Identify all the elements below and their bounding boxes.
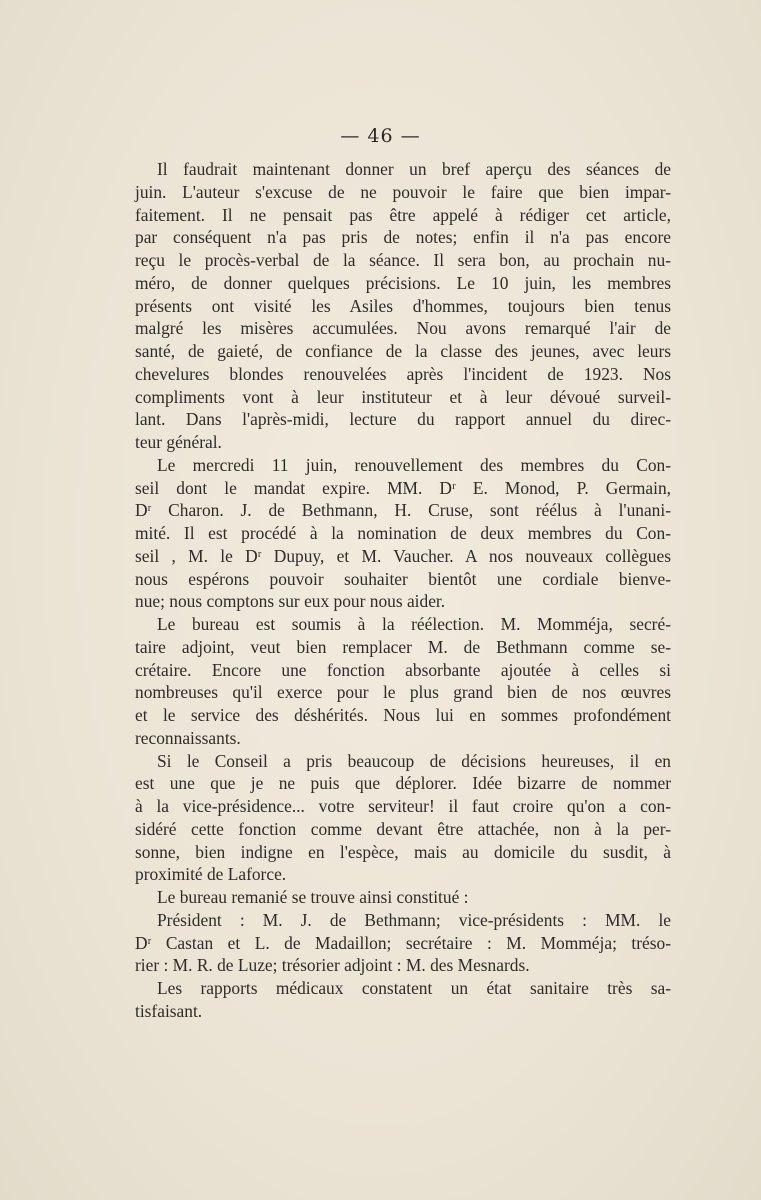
text-line: Le bureau est soumis à la réélection. M. Momméja, secré- (157, 614, 671, 634)
text-line: teur général. (135, 432, 222, 452)
text-line: proximité de Laforce. (135, 864, 287, 885)
text-line: faitement. Il ne pensait pas être appelé à rédiger cet article, (135, 204, 671, 225)
text-line: Président : M. J. de Bethmann; vice-présidents : MM. le (157, 909, 671, 930)
text-line: Le bureau remanié se trouve ainsi constitué : (157, 887, 469, 907)
text-line: crétaire. Encore une fonction absorbante ajoutée à celles si (135, 659, 671, 680)
text-line: méro, de donner quelques précisions. Le 10 juin, les membres (135, 272, 671, 293)
text-line: Dʳ Charon. J. de Bethmann, H. Cruse, sont réélus à l'unani- (135, 500, 671, 521)
text-line: sidéré cette fonction comme devant être attachée, non à la per- (135, 818, 671, 839)
text-line: rier : M. R. de Luze; trésorier adjoint : M. des Mesnards. (135, 955, 530, 976)
text-line: présents ont visité les Asiles d'hommes, toujours bien tenus (135, 295, 671, 316)
text-line: seil dont le mandat expire. MM. Dʳ E. Monod, P. Germain, (135, 477, 671, 498)
text-line: par conséquent n'a pas pris de notes; enfin il n'a pas encore (135, 227, 671, 248)
text-line: taire adjoint, veut bien remplacer M. de Bethmann comme se- (135, 636, 671, 657)
text-line: Dʳ Castan et L. de Madaillon; secrétaire : M. Momméja; tréso- (135, 932, 671, 953)
text-line: compliments vont à leur instituteur et à leur dévoué surveil- (135, 386, 671, 407)
text-line: nombreuses qu'il exerce pour le plus grand bien de nos œuvres (135, 682, 671, 703)
text-line: lant. Dans l'après-midi, lecture du rapport annuel du direc- (135, 409, 671, 430)
text-line: reçu le procès-verbal de la séance. Il sera bon, au prochain nu- (135, 250, 671, 270)
text-line: juin. L'auteur s'excuse de ne pouvoir le faire que bien impar- (135, 181, 671, 202)
text-line: Si le Conseil a pris beaucoup de décisions heureuses, il en (157, 750, 671, 771)
text-line: reconnaissants. (135, 727, 241, 748)
text-line: chevelures blondes renouvelées après l'incident de 1923. Nos (135, 363, 671, 384)
text-line: santé, de gaieté, de confiance de la classe des jeunes, avec leurs (135, 341, 671, 361)
text-line: nous espérons pouvoir souhaiter bientôt une cordiale bienve- (135, 568, 671, 589)
text-line: Il faudrait maintenant donner un bref aperçu des séances de (157, 159, 671, 179)
text-line: et le service des déshérités. Nous lui en sommes profondément (135, 705, 671, 725)
text-line: Le mercredi 11 juin, renouvellement des membres du Con- (157, 454, 671, 475)
text-line: à la vice-présidence... votre serviteur! il faut croire qu'on a con- (135, 796, 671, 816)
text-line: malgré les misères accumulées. Nou avons remarqué l'air de (135, 318, 671, 339)
text-line: Les rapports médicaux constatent un état sanitaire très sa- (157, 978, 671, 998)
text-line: tisfaisant. (135, 1000, 203, 1021)
body-text (135, 158, 671, 1023)
text-line: sonne, bien indigne en l'espèce, mais au domicile du susdit, à (135, 841, 671, 862)
text-line: mité. Il est procédé à la nomination de deux membres du Con- (135, 523, 671, 543)
text-line: est une que je ne puis que déplorer. Idée bizarre de nommer (135, 773, 671, 794)
page-number: — 46 — (340, 125, 421, 147)
text-line: nue; nous comptons sur eux pour nous aider. (135, 591, 446, 612)
text-line: seil , M. le Dʳ Dupuy, et M. Vaucher. A nos nouveaux collègues (135, 545, 671, 566)
